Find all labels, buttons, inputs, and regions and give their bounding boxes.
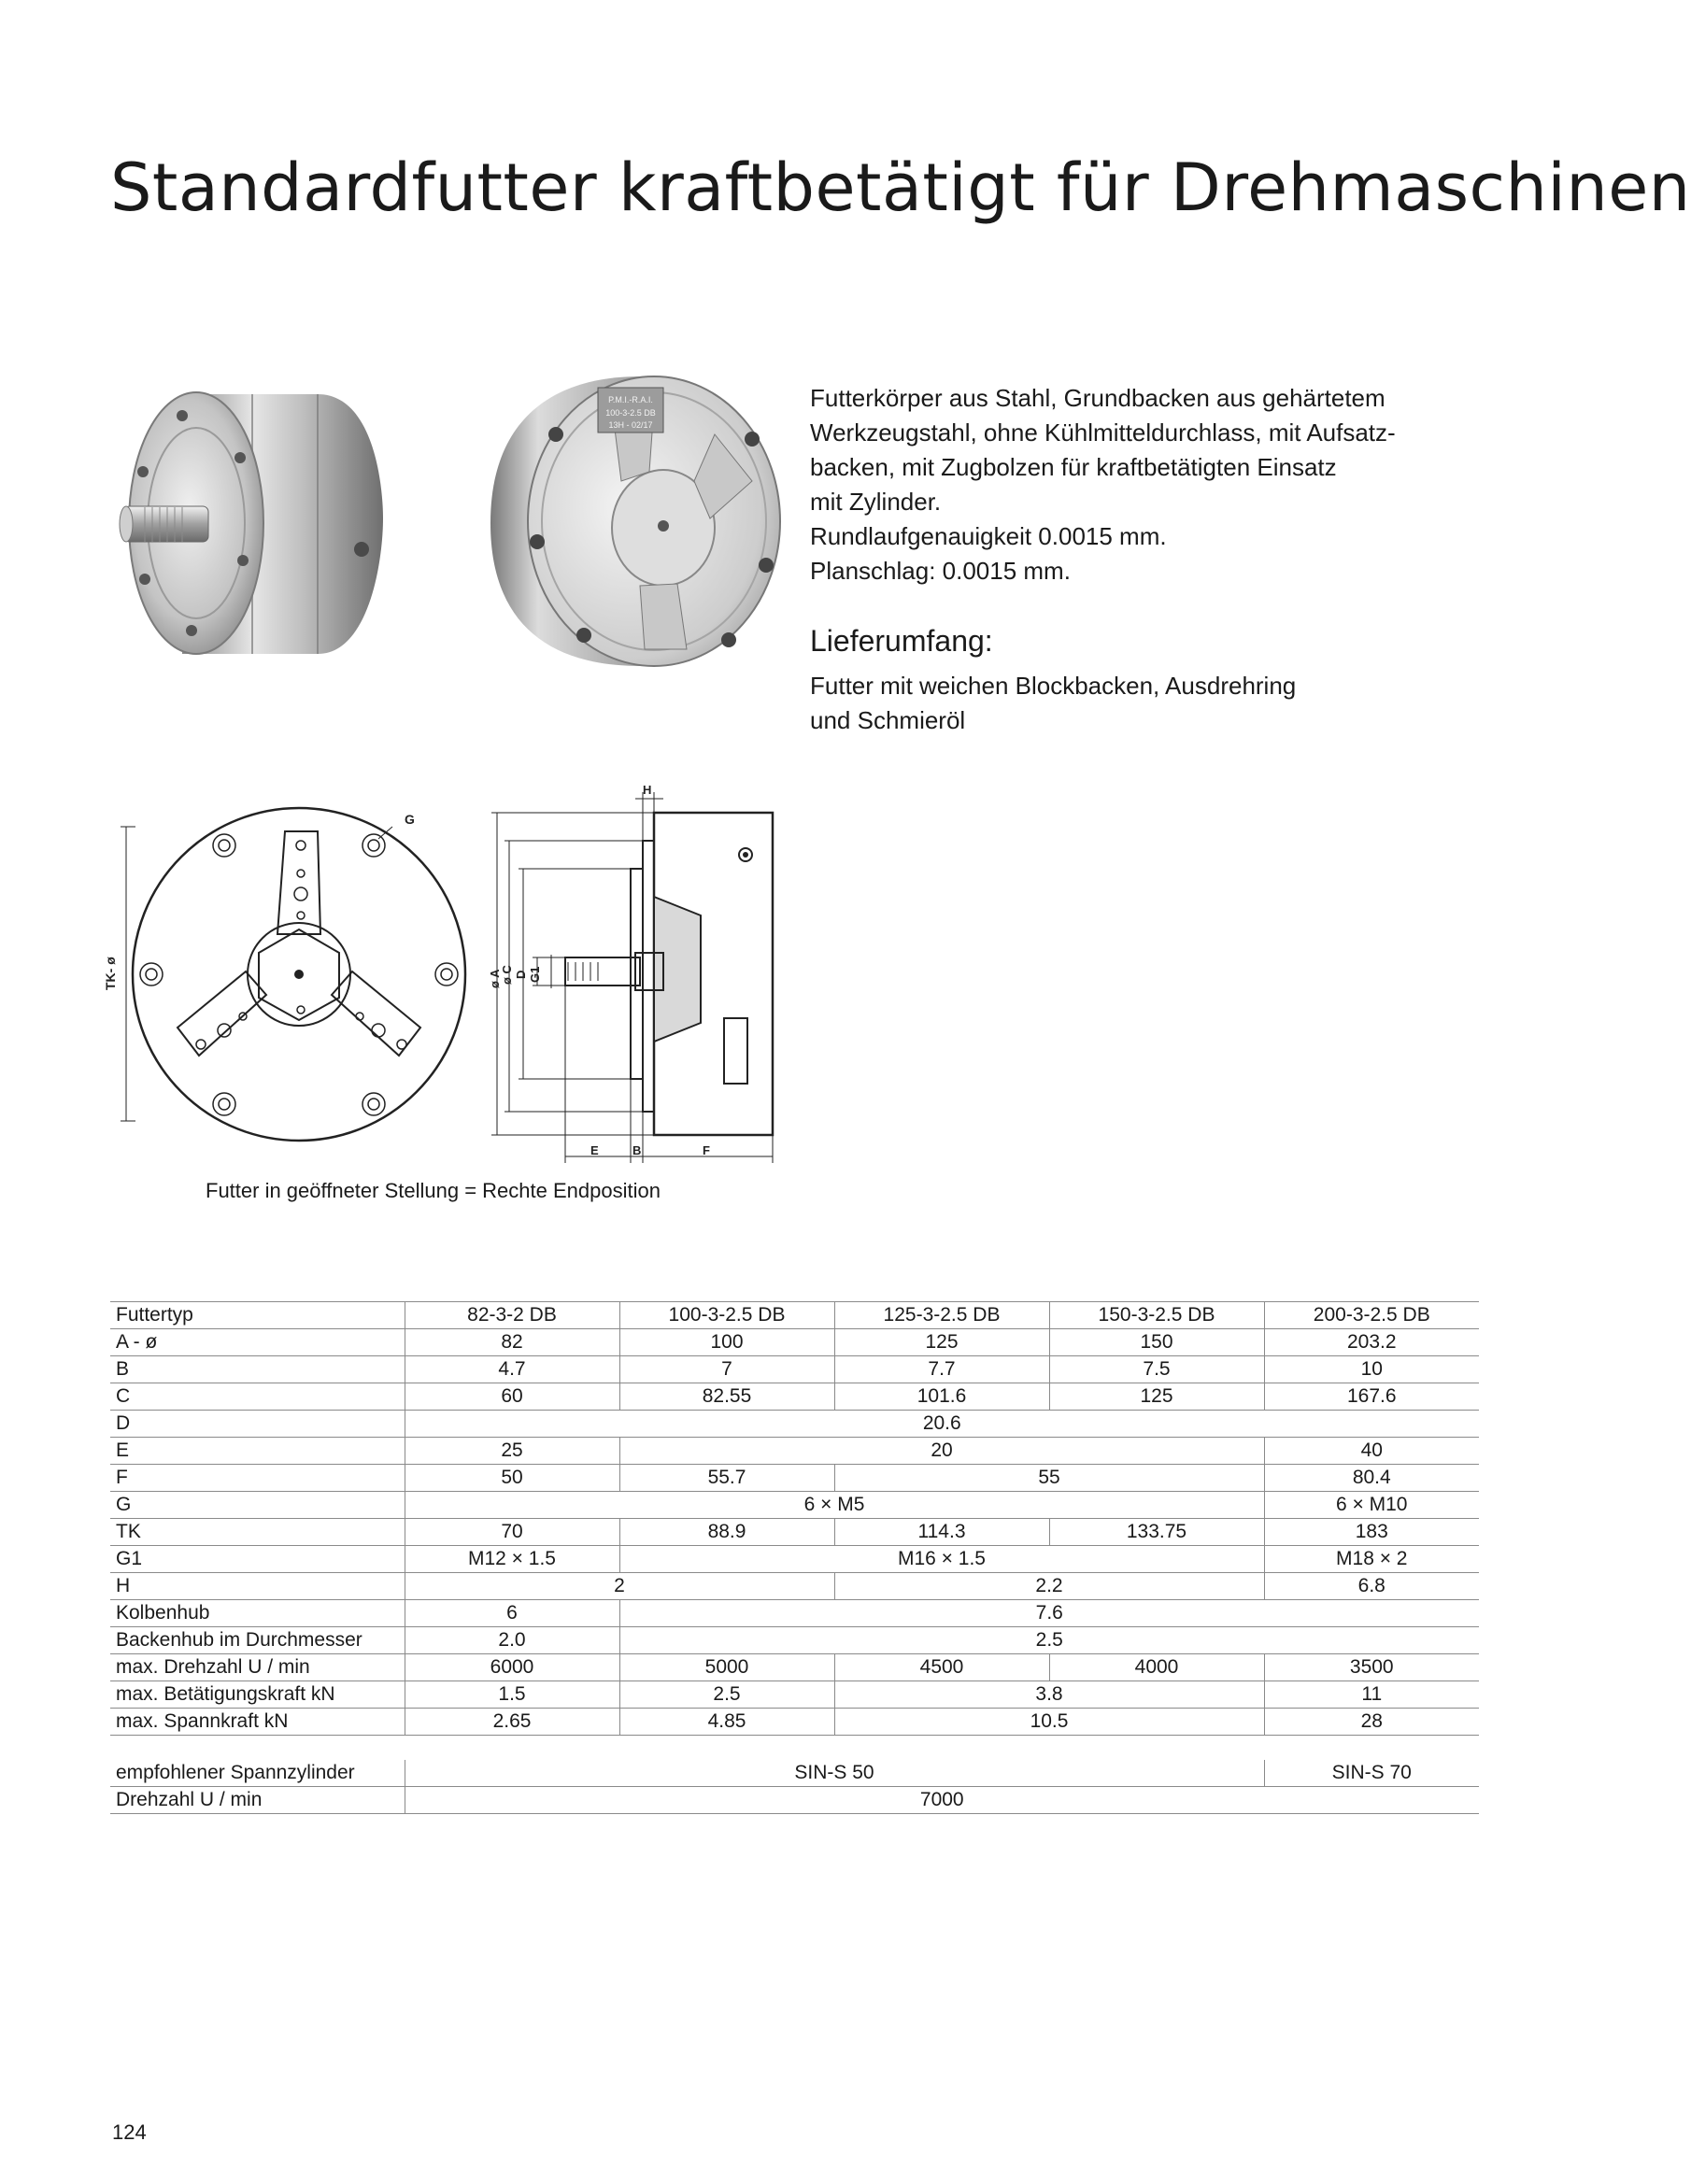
table-cell: 6000 — [405, 1654, 619, 1681]
table-cell: 133.75 — [1049, 1519, 1264, 1546]
table-row — [110, 1760, 1479, 1787]
table-cell: 125 — [834, 1329, 1049, 1356]
table-cell: 125-3-2.5 DB — [834, 1302, 1049, 1329]
label-tk: TK- ø — [103, 957, 118, 990]
spec-table — [110, 1301, 1479, 1814]
scope-heading: Lieferumfang: — [810, 624, 993, 658]
table-cell: 4000 — [1049, 1654, 1264, 1681]
table-cell: 2.5 — [619, 1681, 834, 1709]
table-cell: 2.65 — [405, 1709, 619, 1736]
label-d: D — [514, 970, 528, 979]
table-cell: 40 — [1264, 1438, 1479, 1465]
table-cell: 7000 — [405, 1787, 1479, 1814]
table-row — [110, 1492, 1479, 1519]
description-line: Futterkörper aus Stahl, Grundbacken aus gehärtetem — [810, 384, 1385, 412]
table-cell: 6 × M10 — [1264, 1492, 1479, 1519]
table-row — [110, 1356, 1479, 1383]
table-row — [110, 1329, 1479, 1356]
description-line: backen, mit Zugbolzen für kraftbetätigten Einsatz — [810, 453, 1337, 481]
label-b: B — [632, 1143, 642, 1157]
row-label: B — [110, 1356, 405, 1383]
plate-text-2: 100-3-2.5 DB — [605, 408, 656, 418]
table-cell: 2.0 — [405, 1627, 619, 1654]
table-row — [110, 1302, 1479, 1329]
table-cell: 183 — [1264, 1519, 1479, 1546]
table-row — [110, 1681, 1479, 1709]
table-cell: 88.9 — [619, 1519, 834, 1546]
table-cell: 50 — [405, 1465, 619, 1492]
label-c: ø C — [500, 965, 514, 985]
description-line: Planschlag: 0.0015 mm. — [810, 557, 1071, 585]
drawing-caption: Futter in geöffneter Stellung = Rechte Endposition — [206, 1179, 661, 1202]
table-cell: 3.8 — [834, 1681, 1264, 1709]
plate-text-1: P.M.I.-R.A.I. — [608, 395, 653, 404]
table-row — [110, 1411, 1479, 1438]
row-label: C — [110, 1383, 405, 1411]
row-label: empfohlener Spannzylinder — [110, 1760, 405, 1787]
description-line: mit Zylinder. — [810, 488, 942, 516]
table-cell: 70 — [405, 1519, 619, 1546]
table-cell: 100-3-2.5 DB — [619, 1302, 834, 1329]
table-cell: 200-3-2.5 DB — [1264, 1302, 1479, 1329]
table-cell: 60 — [405, 1383, 619, 1411]
table-row — [110, 1787, 1479, 1814]
table-row — [110, 1709, 1479, 1736]
page-title: Standardfutter kraftbetätigt für Drehmaschinen — [110, 149, 1691, 226]
table-cell: 6 × M5 — [405, 1492, 1264, 1519]
row-label: Kolbenhub — [110, 1600, 405, 1627]
table-cell: 125 — [1049, 1383, 1264, 1411]
table-cell: 82.55 — [619, 1383, 834, 1411]
row-label: max. Betätigungskraft kN — [110, 1681, 405, 1709]
row-label: H — [110, 1573, 405, 1600]
scope-line: Futter mit weichen Blockbacken, Ausdrehring — [810, 672, 1297, 700]
scope-text — [810, 669, 1483, 738]
label-a: ø A — [488, 969, 502, 988]
table-cell: 1.5 — [405, 1681, 619, 1709]
row-label: max. Drehzahl U / min — [110, 1654, 405, 1681]
table-cell: 6 — [405, 1600, 619, 1627]
table-cell: M12 × 1.5 — [405, 1546, 619, 1573]
table-cell: 82-3-2 DB — [405, 1302, 619, 1329]
label-e: E — [590, 1143, 599, 1157]
table-row — [110, 1465, 1479, 1492]
table-cell: 10.5 — [834, 1709, 1264, 1736]
row-label: A - ø — [110, 1329, 405, 1356]
chuck-photo-front — [462, 369, 785, 673]
row-label: TK — [110, 1519, 405, 1546]
row-label: G — [110, 1492, 405, 1519]
page-number: 124 — [112, 2120, 147, 2144]
table-cell: 167.6 — [1264, 1383, 1479, 1411]
table-cell: 5000 — [619, 1654, 834, 1681]
label-h: H — [643, 783, 652, 797]
table-cell: 25 — [405, 1438, 619, 1465]
table-row — [110, 1438, 1479, 1465]
table-cell: 7.7 — [834, 1356, 1049, 1383]
row-label: Backenhub im Durchmesser — [110, 1627, 405, 1654]
table-cell: 4.7 — [405, 1356, 619, 1383]
table-row — [110, 1546, 1479, 1573]
table-cell: 11 — [1264, 1681, 1479, 1709]
side-view-drawing — [486, 785, 785, 1168]
table-row — [110, 1573, 1479, 1600]
table-cell: 55.7 — [619, 1465, 834, 1492]
table-cell: 2.5 — [619, 1627, 1479, 1654]
row-label: F — [110, 1465, 405, 1492]
row-label: D — [110, 1411, 405, 1438]
table-cell: 28 — [1264, 1709, 1479, 1736]
table-row — [110, 1627, 1479, 1654]
front-view-drawing — [103, 803, 481, 1140]
table-cell: 4.85 — [619, 1709, 834, 1736]
table-cell: 80.4 — [1264, 1465, 1479, 1492]
table-cell: 20 — [619, 1438, 1264, 1465]
table-spacer — [110, 1736, 1479, 1761]
table-cell: 203.2 — [1264, 1329, 1479, 1356]
plate-text-3: 13H - 02/17 — [608, 420, 653, 430]
chuck-photo-rear — [117, 374, 392, 663]
table-cell: 7.6 — [619, 1600, 1479, 1627]
table-cell: 20.6 — [405, 1411, 1479, 1438]
table-cell: 82 — [405, 1329, 619, 1356]
label-g1: G1 — [528, 966, 542, 983]
label-f: F — [703, 1143, 710, 1157]
table-cell: 10 — [1264, 1356, 1479, 1383]
product-description — [810, 381, 1483, 589]
table-cell: M16 × 1.5 — [619, 1546, 1264, 1573]
description-line: Werkzeugstahl, ohne Kühlmitteldurchlass, mit Aufsatz- — [810, 418, 1396, 447]
table-cell: 55 — [834, 1465, 1264, 1492]
table-cell: 2 — [405, 1573, 834, 1600]
table-cell: 100 — [619, 1329, 834, 1356]
table-cell: 150-3-2.5 DB — [1049, 1302, 1264, 1329]
table-cell: 2.2 — [834, 1573, 1264, 1600]
table-cell: SIN-S 50 — [405, 1760, 1264, 1787]
table-cell: 4500 — [834, 1654, 1049, 1681]
table-cell: 7 — [619, 1356, 834, 1383]
table-cell: 6.8 — [1264, 1573, 1479, 1600]
table-cell: M18 × 2 — [1264, 1546, 1479, 1573]
spacer-cell — [110, 1736, 1479, 1761]
scope-line: und Schmieröl — [810, 706, 966, 734]
table-cell: 7.5 — [1049, 1356, 1264, 1383]
label-g: G — [405, 812, 415, 827]
row-label: Futtertyp — [110, 1302, 405, 1329]
row-label: max. Spannkraft kN — [110, 1709, 405, 1736]
table-cell: 101.6 — [834, 1383, 1049, 1411]
table-row — [110, 1654, 1479, 1681]
table-row — [110, 1383, 1479, 1411]
table-cell: SIN-S 70 — [1264, 1760, 1479, 1787]
description-line: Rundlaufgenauigkeit 0.0015 mm. — [810, 522, 1167, 550]
row-label: G1 — [110, 1546, 405, 1573]
table-cell: 114.3 — [834, 1519, 1049, 1546]
row-label: E — [110, 1438, 405, 1465]
table-row — [110, 1600, 1479, 1627]
row-label: Drehzahl U / min — [110, 1787, 405, 1814]
table-cell: 150 — [1049, 1329, 1264, 1356]
table-row — [110, 1519, 1479, 1546]
table-cell: 3500 — [1264, 1654, 1479, 1681]
